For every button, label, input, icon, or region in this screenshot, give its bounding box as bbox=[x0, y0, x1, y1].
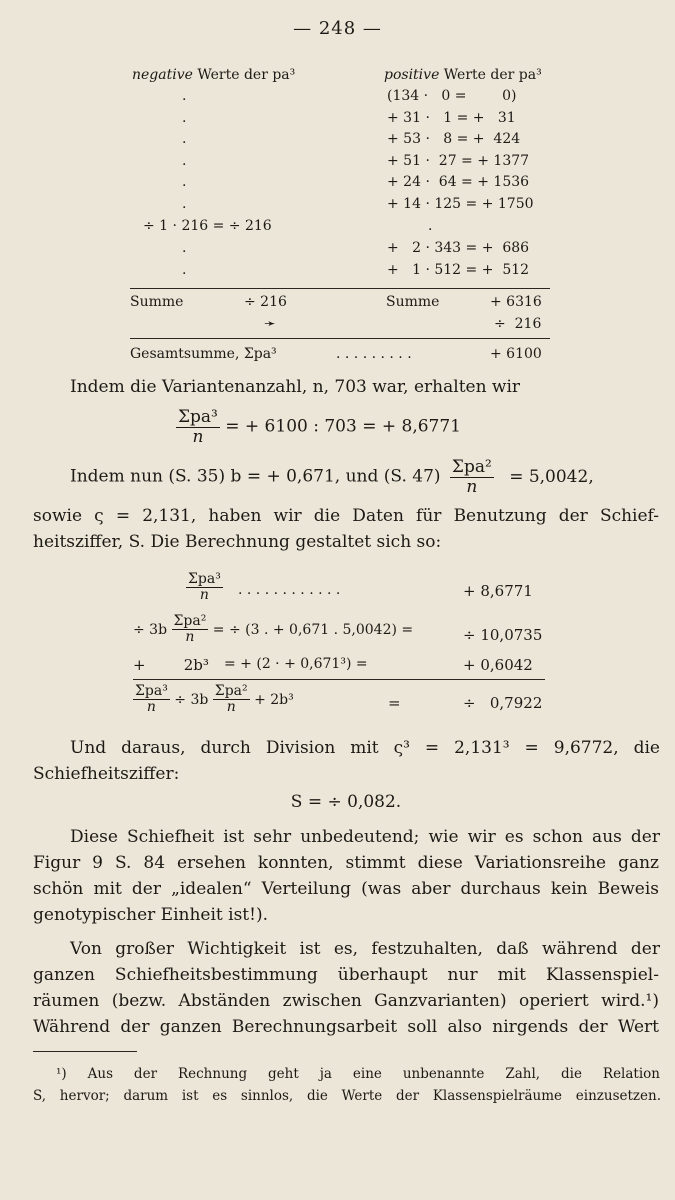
fraction-denominator: n bbox=[146, 699, 156, 716]
paragraph-line: Von großer Wichtigkeit ist es, festzuhalten, daß während der bbox=[70, 939, 660, 959]
calc-term: ÷ 3b bbox=[174, 691, 209, 708]
sum-left-label: Summe bbox=[130, 294, 184, 310]
left-header-rest: Werte der pa³ bbox=[192, 67, 296, 83]
equation-rhs: = + 6100 : 703 = + 8,6771 bbox=[225, 416, 461, 437]
total-dots: . . . . . . . . . bbox=[336, 346, 412, 362]
table-row: + 24 · 64 = + 1536 bbox=[387, 174, 530, 190]
paragraph-line: Während der ganzen Berechnungsarbeit soll also nirgends der Wert bbox=[33, 1017, 659, 1037]
footnote-line: S, hervor; darum ist es sinnlos, die Werte der Klassenspielräume einzusetzen. bbox=[33, 1088, 661, 1104]
calc-row-4 bbox=[133, 684, 294, 716]
fraction-denominator: n bbox=[199, 587, 209, 604]
fraction bbox=[172, 614, 209, 646]
table-row: (134 · 0 = 0) bbox=[387, 88, 517, 104]
fraction-numerator: Σpa³ bbox=[188, 571, 221, 587]
footnote-line: ¹) Aus der Rechnung geht ja eine unbenannte Zahl, die Relation bbox=[56, 1066, 660, 1082]
table-row: + 1 · 512 = + 512 bbox=[387, 262, 530, 278]
fraction bbox=[186, 572, 223, 604]
paragraph-line: Figur 9 S. 84 ersehen konnten, stimmt diese Variationsreihe ganz bbox=[33, 853, 659, 873]
fraction-numerator: Σpa² bbox=[173, 613, 207, 629]
left-dot: . bbox=[182, 110, 187, 126]
left-dot: . bbox=[182, 153, 187, 169]
total-value: + 6100 bbox=[490, 346, 542, 362]
left-dot: . bbox=[182, 131, 187, 147]
table-row: + 14 · 125 = + 1750 bbox=[387, 196, 534, 212]
right-header-rest: Werte der pa³ bbox=[439, 67, 542, 83]
table-row: + 2 · 343 = + 686 bbox=[387, 240, 530, 256]
calc-value: + 8,6771 bbox=[463, 582, 533, 600]
paragraph-line: räumen (bezw. Abständen zwischen Ganzvarianten) operiert wird.¹) bbox=[33, 991, 659, 1011]
transfer-arrow-icon: ➛ bbox=[264, 316, 276, 332]
paragraph-line: schön mit der „idealen“ Verteilung (was aber durchaus kein Beweis bbox=[33, 879, 659, 899]
right-column-header bbox=[384, 67, 542, 83]
body-line: sowie ς = 2,131, haben wir die Daten für Benutzung der Schief- bbox=[33, 506, 659, 526]
negative-value: ÷ 1 · 216 = ÷ 216 bbox=[143, 218, 272, 234]
body-line: Und daraus, durch Division mit ς³ = 2,131³ = 9,6772, die bbox=[70, 738, 660, 758]
carried-value: ÷ 216 bbox=[494, 316, 542, 332]
calc-rule bbox=[133, 679, 545, 680]
fraction-numerator: Σpa² bbox=[451, 457, 492, 477]
calc-expression: = ÷ (3 . + 0,671 . 5,0042) = bbox=[212, 621, 414, 638]
calc-value: + 0,6042 bbox=[463, 656, 533, 674]
calc-term: ÷ 3b bbox=[133, 621, 168, 638]
sum-right-label: Summe bbox=[386, 294, 440, 310]
fraction-denominator: n bbox=[466, 476, 478, 497]
fraction-numerator: Σpa³ bbox=[178, 407, 218, 427]
equation-skew-mean bbox=[176, 408, 461, 446]
left-dot: . bbox=[182, 174, 187, 190]
table-row: + 31 · 1 = + 31 bbox=[387, 110, 516, 126]
right-header-italic: positive bbox=[384, 67, 440, 83]
calc-term: + 2b³ bbox=[133, 656, 209, 674]
table-row: + 53 · 8 = + 424 bbox=[387, 131, 521, 147]
fraction-denominator: n bbox=[192, 426, 204, 447]
body-line-with-fraction bbox=[70, 458, 594, 496]
sum-rule bbox=[130, 288, 550, 289]
body-line: heitsziffer, S. Die Berechnung gestaltet sich so: bbox=[33, 532, 442, 552]
calc-expression: = + (2 · + 0,671³) = bbox=[224, 656, 368, 672]
body-line: Indem die Variantenanzahl, n, 703 war, erhalten wir bbox=[70, 377, 521, 397]
calc-value: ÷ 0,7922 bbox=[463, 694, 543, 712]
calc-equals: = bbox=[388, 694, 401, 712]
line2-text: Indem nun (S. 35) b = + 0,671, und (S. 47) bbox=[70, 466, 441, 487]
sum-right-value: + 6316 bbox=[490, 294, 542, 310]
body-line: Schiefheitsziffer: bbox=[33, 764, 180, 784]
left-column-header bbox=[132, 67, 295, 83]
fraction bbox=[176, 408, 220, 446]
sum-left-value: ÷ 216 bbox=[244, 294, 287, 310]
paragraph-line: ganzen Schiefheitsbestimmung überhaupt nur mit Klassenspiel- bbox=[33, 965, 659, 985]
calc-term: + 2b³ bbox=[254, 691, 294, 708]
fraction bbox=[213, 684, 250, 716]
left-dot: . bbox=[182, 240, 187, 256]
footnote-rule bbox=[33, 1051, 137, 1052]
calc-row-1 bbox=[186, 572, 223, 604]
paragraph-line: Diese Schiefheit ist sehr unbedeutend; wie wir es schon aus der bbox=[70, 827, 660, 847]
calc-dots: . . . . . . . . . . . . bbox=[238, 582, 341, 598]
calc-row-2 bbox=[133, 614, 413, 646]
paragraph-line: genotypischer Einheit ist!). bbox=[33, 905, 269, 925]
fraction-numerator: Σpa² bbox=[214, 683, 248, 699]
fraction-denominator: n bbox=[185, 629, 195, 646]
fraction bbox=[133, 684, 170, 716]
left-header-italic: negative bbox=[132, 67, 193, 83]
fraction-denominator: n bbox=[226, 699, 236, 716]
fraction bbox=[450, 458, 494, 496]
line2-value: = 5,0042, bbox=[509, 466, 594, 487]
page-number: — 248 — bbox=[293, 18, 382, 39]
left-dot: . bbox=[182, 88, 187, 104]
fraction-numerator: Σpa³ bbox=[135, 683, 168, 699]
equation-s: S = ÷ 0,082. bbox=[290, 792, 402, 812]
right-dot: . bbox=[428, 218, 433, 234]
total-rule bbox=[130, 338, 550, 339]
left-dot: . bbox=[182, 196, 187, 212]
left-dot: . bbox=[182, 262, 187, 278]
total-label: Gesamtsumme, Σpa³ bbox=[130, 346, 277, 362]
table-row: + 51 · 27 = + 1377 bbox=[387, 153, 530, 169]
calc-value: ÷ 10,0735 bbox=[463, 626, 543, 644]
